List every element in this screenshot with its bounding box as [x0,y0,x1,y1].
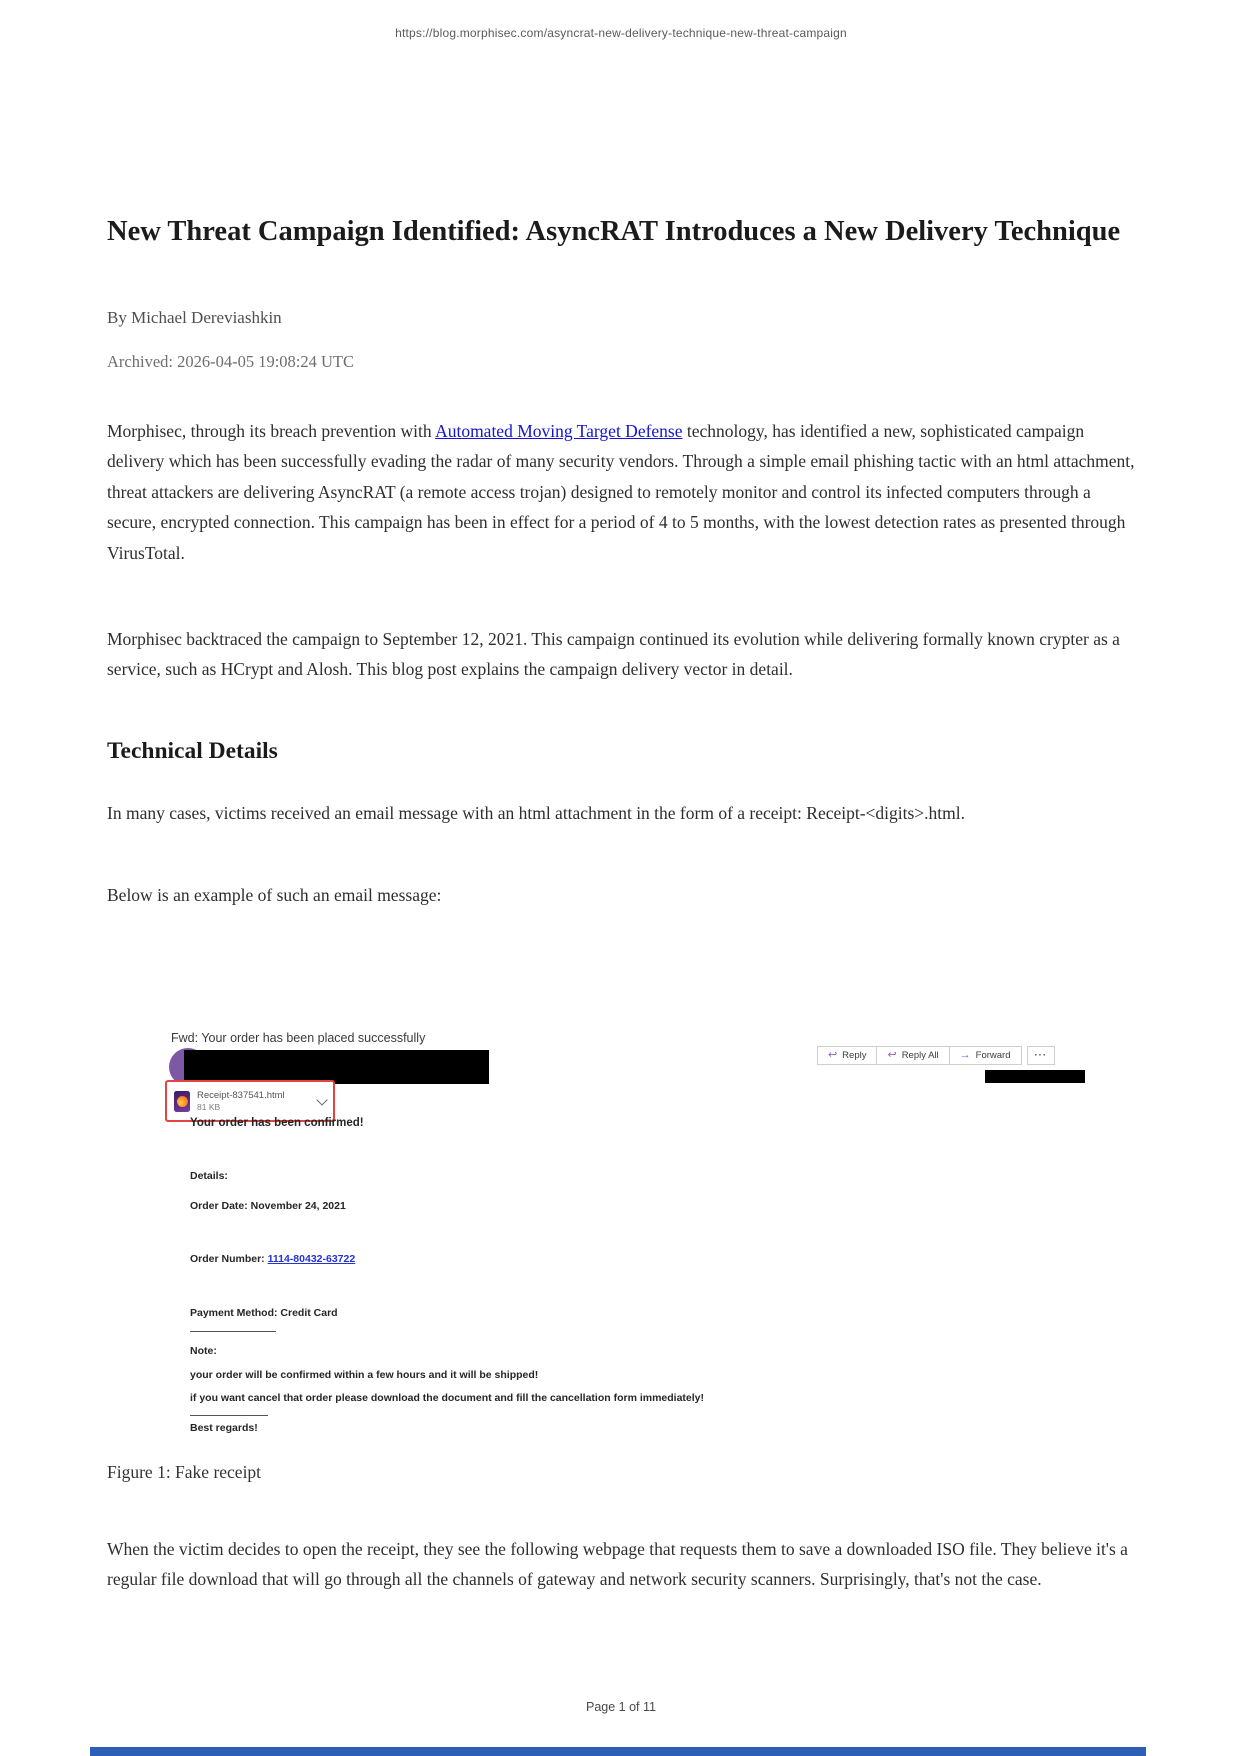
email-regards: Best regards! [190,1422,258,1434]
email-note-line1: your order will be confirmed within a few hours and it will be shipped! [190,1369,539,1381]
paragraph-intro [107,416,1135,569]
email-divider [190,1331,276,1332]
reply-all-button[interactable] [876,1046,949,1065]
html-file-icon [174,1091,190,1112]
page-title: New Threat Campaign Identified: AsyncRAT Introduces a New Delivery Technique [107,216,1121,248]
email-note-label: Note: [190,1345,217,1357]
figure-caption: Figure 1: Fake receipt [107,1462,262,1482]
forward-icon: → [959,1049,971,1061]
redacted-sender-bar [184,1050,489,1084]
email-order-number [190,1253,355,1265]
paragraph-intro-pre: Morphisec, through its breach prevention with [107,420,436,441]
email-toolbar [817,1046,1055,1065]
paragraph-intro-post: technology, has identified a new, sophisticated campaign delivery which has been successfully evading the radar of many security vendors. Through a simple email phishing tactic with an html attachment, threat attackers are delivering AsyncRAT (a remote access trojan) designed to remotely monitor and control its infected computers through a secure, encrypted connection. This campaign has been in effect for a period of 4 to 5 months, with the lowest detection rates as presented through VirusTotal. [107,420,1135,563]
paragraph-backtrace: Morphisec backtraced the campaign to September 12, 2021. This campaign continued its evolution while delivering formally known crypter as a service, such as HCrypt and Alosh. This blog post explains the campaign delivery vector in detail. [107,628,1120,679]
order-number-link[interactable]: 1114-80432-63722 [267,1253,356,1265]
paragraph-iso: When the victim decides to open the receipt, they see the following webpage that requests them to save a downloaded ISO file. They believe it's a regular file download that will go through all the channels of gateway and network security scanners. Surprisingly, that's not the case. [107,1538,1128,1589]
email-confirmed-line: Your order has been confirmed! [190,1117,364,1129]
byline: By Michael Dereviashkin [107,308,282,327]
email-order-date: Order Date: November 24, 2021 [190,1200,346,1212]
reply-label: Reply [842,1050,867,1061]
reply-all-label: Reply All [901,1050,939,1061]
forward-button[interactable] [949,1046,1022,1065]
paragraph-receipt: In many cases, victims received an email message with an html attachment in the form of a receipt: Receipt-<digits>.html. [107,802,966,823]
paragraph-example-lead: Below is an example of such an email message: [107,884,442,905]
reply-button[interactable] [817,1046,878,1065]
email-divider [190,1415,268,1416]
redacted-date-bar [985,1070,1085,1083]
forward-label: Forward [975,1050,1011,1061]
section-heading-technical-details: Technical Details [107,737,278,764]
attachment-filesize: 81 KB [197,1101,221,1112]
email-payment-method: Payment Method: Credit Card [190,1307,338,1319]
archive-url: https://blog.morphisec.com/asyncrat-new-delivery-technique-new-threat-campaign [395,26,847,40]
attachment-filename: Receipt-837541.html [197,1089,285,1101]
reply-icon: ↩ [827,1049,838,1061]
amtd-link[interactable]: Automated Moving Target Defense [435,420,683,441]
order-number-label: Order Number: [190,1253,268,1265]
email-screenshot-figure [107,1016,1135,1450]
attachment-meta [197,1090,285,1113]
email-details-label: Details: [190,1170,228,1182]
email-note-line2: if you want cancel that order please download the document and fill the cancellation form immediately! [190,1392,705,1404]
next-page-preview-bar [90,1747,1146,1756]
attachment-chip[interactable] [165,1080,335,1122]
more-actions-button[interactable]: ··· [1027,1046,1056,1065]
reply-all-icon: ↩ [887,1049,897,1061]
page-number: Page 1 of 11 [586,1700,656,1714]
attachment-chevron-down-icon[interactable] [316,1094,327,1105]
email-subject: Fwd: Your order has been placed successfully [171,1031,426,1045]
archived-timestamp: Archived: 2026-04-05 19:08:24 UTC [107,352,355,371]
